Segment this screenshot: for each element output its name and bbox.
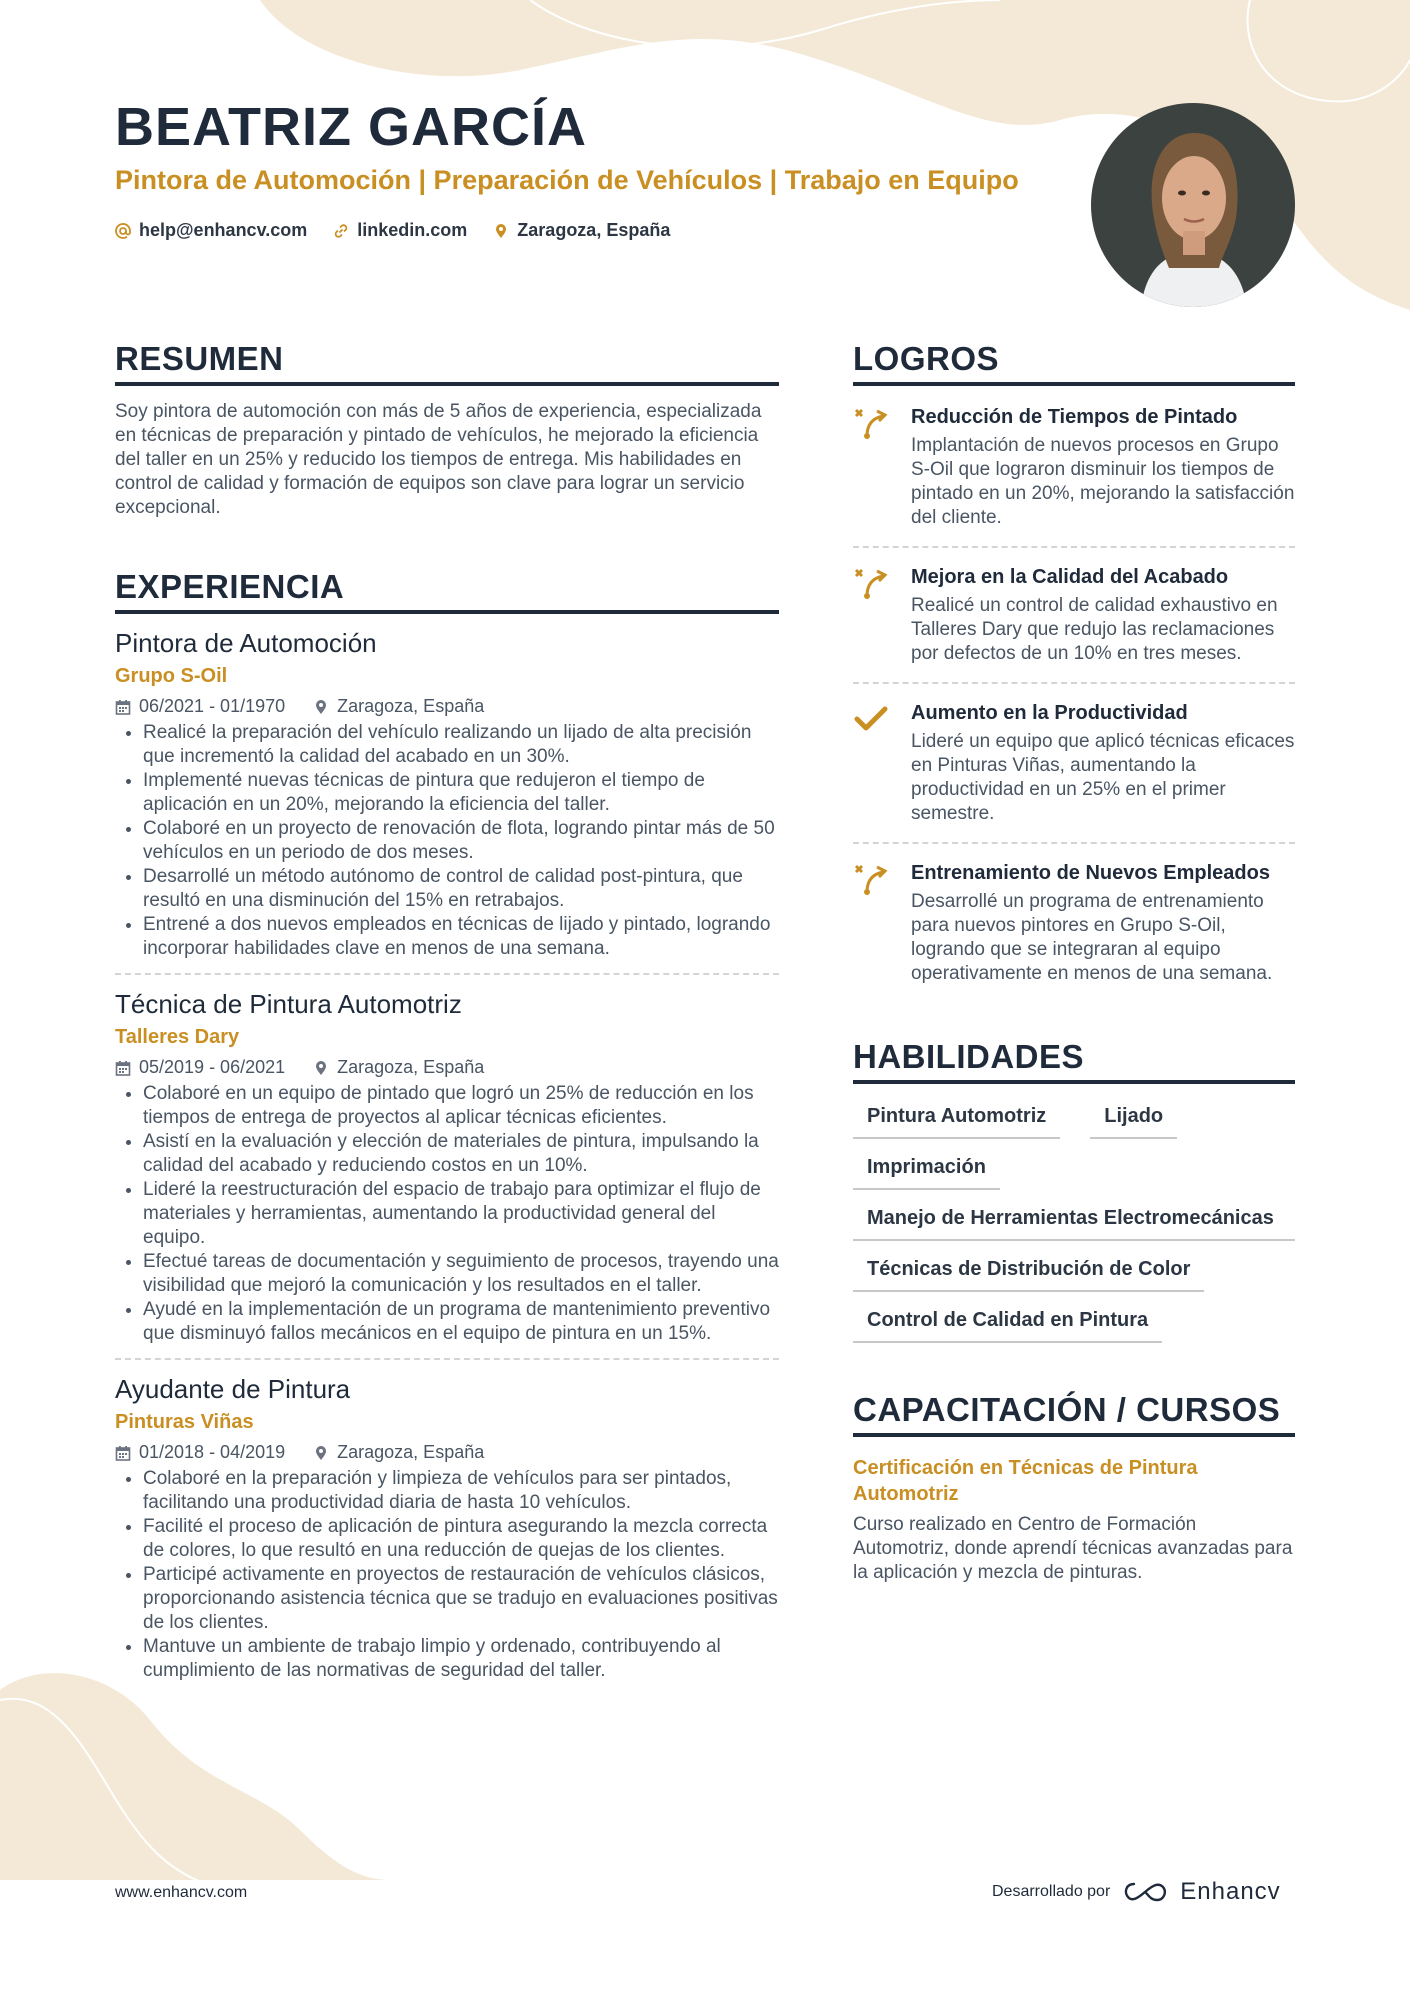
- job-dates: [115, 1442, 285, 1463]
- headline: Pintora de Automoción | Preparación de Vehículos | Trabajo en Equipo: [115, 165, 1019, 195]
- achievement-desc: Lideré un equipo que aplicó técnicas eficaces en Pinturas Viñas, aumentando la productividad en un 25% en el primer semestre.: [911, 731, 1295, 824]
- job-meta: [115, 696, 779, 717]
- location-pin-icon: [313, 1445, 329, 1461]
- company-name: Pinturas Viñas: [115, 1411, 254, 1433]
- achievement-item: [853, 700, 1295, 838]
- job-entry: [115, 1374, 779, 1683]
- skills-section: [853, 1038, 1295, 1343]
- divider: [853, 842, 1295, 844]
- job-location: [313, 696, 484, 717]
- job-bullets: [115, 721, 779, 961]
- bullet-item: • Realicé la preparación del vehículo realizando un lijado de alta precisión que incrementó la calidad del acabado en un 30%.: [143, 721, 779, 769]
- job-meta: [115, 1442, 779, 1463]
- skill-tag: Técnicas de Distribución de Color: [853, 1257, 1204, 1292]
- bullet-item: • Lideré la reestructuración del espacio de trabajo para optimizar el flujo de materiales y herramientas, aumentando la productividad general del equipo.: [143, 1178, 779, 1250]
- job-title: Pintora de Automoción: [115, 628, 377, 658]
- bullet-item: • Colaboré en un proyecto de renovación de flota, logrando pintar más de 50 vehículos en un periodo de dos meses.: [143, 817, 779, 865]
- achievement-title: Entrenamiento de Nuevos Empleados: [911, 862, 1270, 884]
- achievement-title: Reducción de Tiempos de Pintado: [911, 406, 1238, 428]
- summary-heading: RESUMEN: [115, 340, 779, 386]
- skills-heading: HABILIDADES: [853, 1038, 1295, 1084]
- bullet-item: • Efectué tareas de documentación y seguimiento de procesos, trayendo una visibilidad que mejoró la comunicación y los resultados en el taller.: [143, 1250, 779, 1298]
- achievement-item: [853, 860, 1295, 998]
- bullet-item: • Colaboré en un equipo de pintado que logró un 25% de reducción en los tiempos de entrega de proyectos al aplicar técnicas eficientes.: [143, 1082, 779, 1130]
- job-location: [313, 1057, 484, 1078]
- job-bullets: [115, 1467, 779, 1683]
- bullet-item: • Facilité el proceso de aplicación de pintura asegurando la mezcla correcta de colores, lo que resultó en una reducción de quejas de los clientes.: [143, 1515, 779, 1563]
- brand-name: Enhancv: [1180, 1878, 1281, 1905]
- achievement-desc: Implantación de nuevos procesos en Grupo S-Oil que lograron disminuir los tiempos de pintado en un 20%, mejorando la satisfacción del cliente.: [911, 435, 1295, 528]
- divider: [115, 1358, 779, 1360]
- job-location: [313, 1442, 484, 1463]
- location-text: Zaragoza, España: [517, 220, 671, 240]
- job-entry: [115, 628, 779, 961]
- location-pin-icon: [493, 223, 509, 239]
- footer-branding: [992, 1878, 1281, 1906]
- skill-tag: Imprimación: [853, 1155, 1000, 1190]
- right-column: [853, 340, 1295, 1585]
- skills-list: [853, 1104, 1295, 1343]
- strategy-icon: [853, 862, 889, 896]
- bullet-item: • Participé activamente en proyectos de restauración de vehículos clásicos, proporcionando asistencia técnica que se tradujo en evaluaciones positivas de los clientes.: [143, 1563, 779, 1635]
- location-text: Zaragoza, España: [337, 1057, 485, 1077]
- summary-section: [115, 340, 779, 520]
- location-text: Zaragoza, España: [337, 1442, 485, 1462]
- at-icon: [115, 223, 131, 239]
- bullet-item: • Mantuve un ambiente de trabajo limpio y ordenado, contribuyendo al cumplimiento de las normativas de seguridad del taller.: [143, 1635, 779, 1683]
- achievement-desc: Realicé un control de calidad exhaustivo en Talleres Dary que redujo las reclamaciones por defectos de un 10% en tres meses.: [911, 595, 1278, 664]
- experience-heading: EXPERIENCIA: [115, 568, 779, 614]
- training-heading: CAPACITACIÓN / CURSOS: [853, 1391, 1295, 1437]
- course-description: Curso realizado en Centro de Formación Automotriz, donde aprendí técnicas avanzadas para la aplicación y mezcla de pinturas.: [853, 1514, 1293, 1583]
- dates-text: 06/2021 - 01/1970: [139, 696, 286, 716]
- bullet-item: • Asistí en la evaluación y elección de materiales de pintura, impulsando la calidad del acabado y reduciendo costos en un 10%.: [143, 1130, 779, 1178]
- training-section: [853, 1391, 1295, 1585]
- divider: [853, 682, 1295, 684]
- contact-email[interactable]: [115, 220, 307, 241]
- divider: [115, 973, 779, 975]
- powered-by-text: Desarrollado por: [992, 1883, 1111, 1900]
- summary-text: Soy pintora de automoción con más de 5 años de experiencia, especializada en técnicas de preparación y pintado de vehículos, he mejorado la eficiencia del taller en un 25% y reducido los tiempos de entrega. Mis habilidades en control de calidad y formación de equipos son clave para lograr un servicio excepcional.: [115, 401, 762, 518]
- dates-text: 05/2019 - 06/2021: [139, 1057, 286, 1077]
- bullet-item: • Ayudé en la implementación de un programa de mantenimiento preventivo que disminuyó fallos mecánicos en el equipo de pintura en un 15%.: [143, 1298, 779, 1346]
- achievement-item: [853, 404, 1295, 542]
- footer-website[interactable]: www.enhancv.com: [115, 1884, 248, 1901]
- contact-location: [493, 220, 670, 241]
- link-icon: [333, 223, 349, 239]
- job-meta: [115, 1057, 779, 1078]
- bullet-item: • Implementé nuevas técnicas de pintura que redujeron el tiempo de aplicación en un 20%, mejorando la eficiencia del taller.: [143, 769, 779, 817]
- job-bullets: [115, 1082, 779, 1346]
- contact-bar: [115, 220, 670, 241]
- strategy-icon: [853, 566, 889, 600]
- job-dates: [115, 1057, 285, 1078]
- experience-section: [115, 568, 779, 1683]
- left-column: [115, 340, 779, 1683]
- divider: [853, 546, 1295, 548]
- achievement-title: Aumento en la Productividad: [911, 702, 1188, 724]
- profile-photo: [1091, 103, 1295, 307]
- company-name: Talleres Dary: [115, 1026, 240, 1048]
- location-pin-icon: [313, 1060, 329, 1076]
- location-pin-icon: [313, 699, 329, 715]
- bullet-item: • Desarrollé un método autónomo de control de calidad post-pintura, que resultó en una disminución del 15% en retrabajos.: [143, 865, 779, 913]
- job-entry: [115, 989, 779, 1346]
- achievements-section: [853, 340, 1295, 998]
- skill-tag: Manejo de Herramientas Electromecánicas: [853, 1206, 1295, 1241]
- linkedin-text: linkedin.com: [357, 220, 468, 240]
- company-name: Grupo S-Oil: [115, 665, 228, 687]
- bullet-item: • Entrené a dos nuevos empleados en técnicas de lijado y pintado, logrando incorporar habilidades clave en menos de una semana.: [143, 913, 779, 961]
- achievement-title: Mejora en la Calidad del Acabado: [911, 566, 1229, 588]
- calendar-icon: [115, 699, 131, 715]
- location-text: Zaragoza, España: [337, 696, 485, 716]
- checkmark-icon: [853, 702, 889, 736]
- skill-tag: Lijado: [1090, 1104, 1177, 1139]
- achievement-item: [853, 564, 1295, 678]
- job-dates: [115, 696, 285, 717]
- strategy-icon: [853, 406, 889, 440]
- contact-linkedin[interactable]: [333, 220, 467, 241]
- enhancv-logo-icon: [1122, 1880, 1168, 1904]
- dates-text: 01/2018 - 04/2019: [139, 1442, 286, 1462]
- calendar-icon: [115, 1445, 131, 1461]
- achievements-heading: LOGROS: [853, 340, 1295, 386]
- email-text: help@enhancv.com: [139, 220, 308, 240]
- bullet-item: • Colaboré en la preparación y limpieza de vehículos para ser pintados, facilitando una productividad diaria de hasta 10 vehículos.: [143, 1467, 779, 1515]
- candidate-name: BEATRIZ GARCÍA: [115, 97, 587, 157]
- calendar-icon: [115, 1060, 131, 1076]
- achievement-desc: Desarrollé un programa de entrenamiento para nuevos pintores en Grupo S-Oil, logrando que se integraran al equipo operativamente en menos de una semana.: [911, 891, 1273, 984]
- skill-tag: Control de Calidad en Pintura: [853, 1308, 1162, 1343]
- course-title: Certificación en Técnicas de Pintura Automotriz: [853, 1457, 1198, 1505]
- job-title: Ayudante de Pintura: [115, 1374, 351, 1404]
- skill-tag: Pintura Automotriz: [853, 1104, 1060, 1139]
- job-title: Técnica de Pintura Automotriz: [115, 989, 462, 1019]
